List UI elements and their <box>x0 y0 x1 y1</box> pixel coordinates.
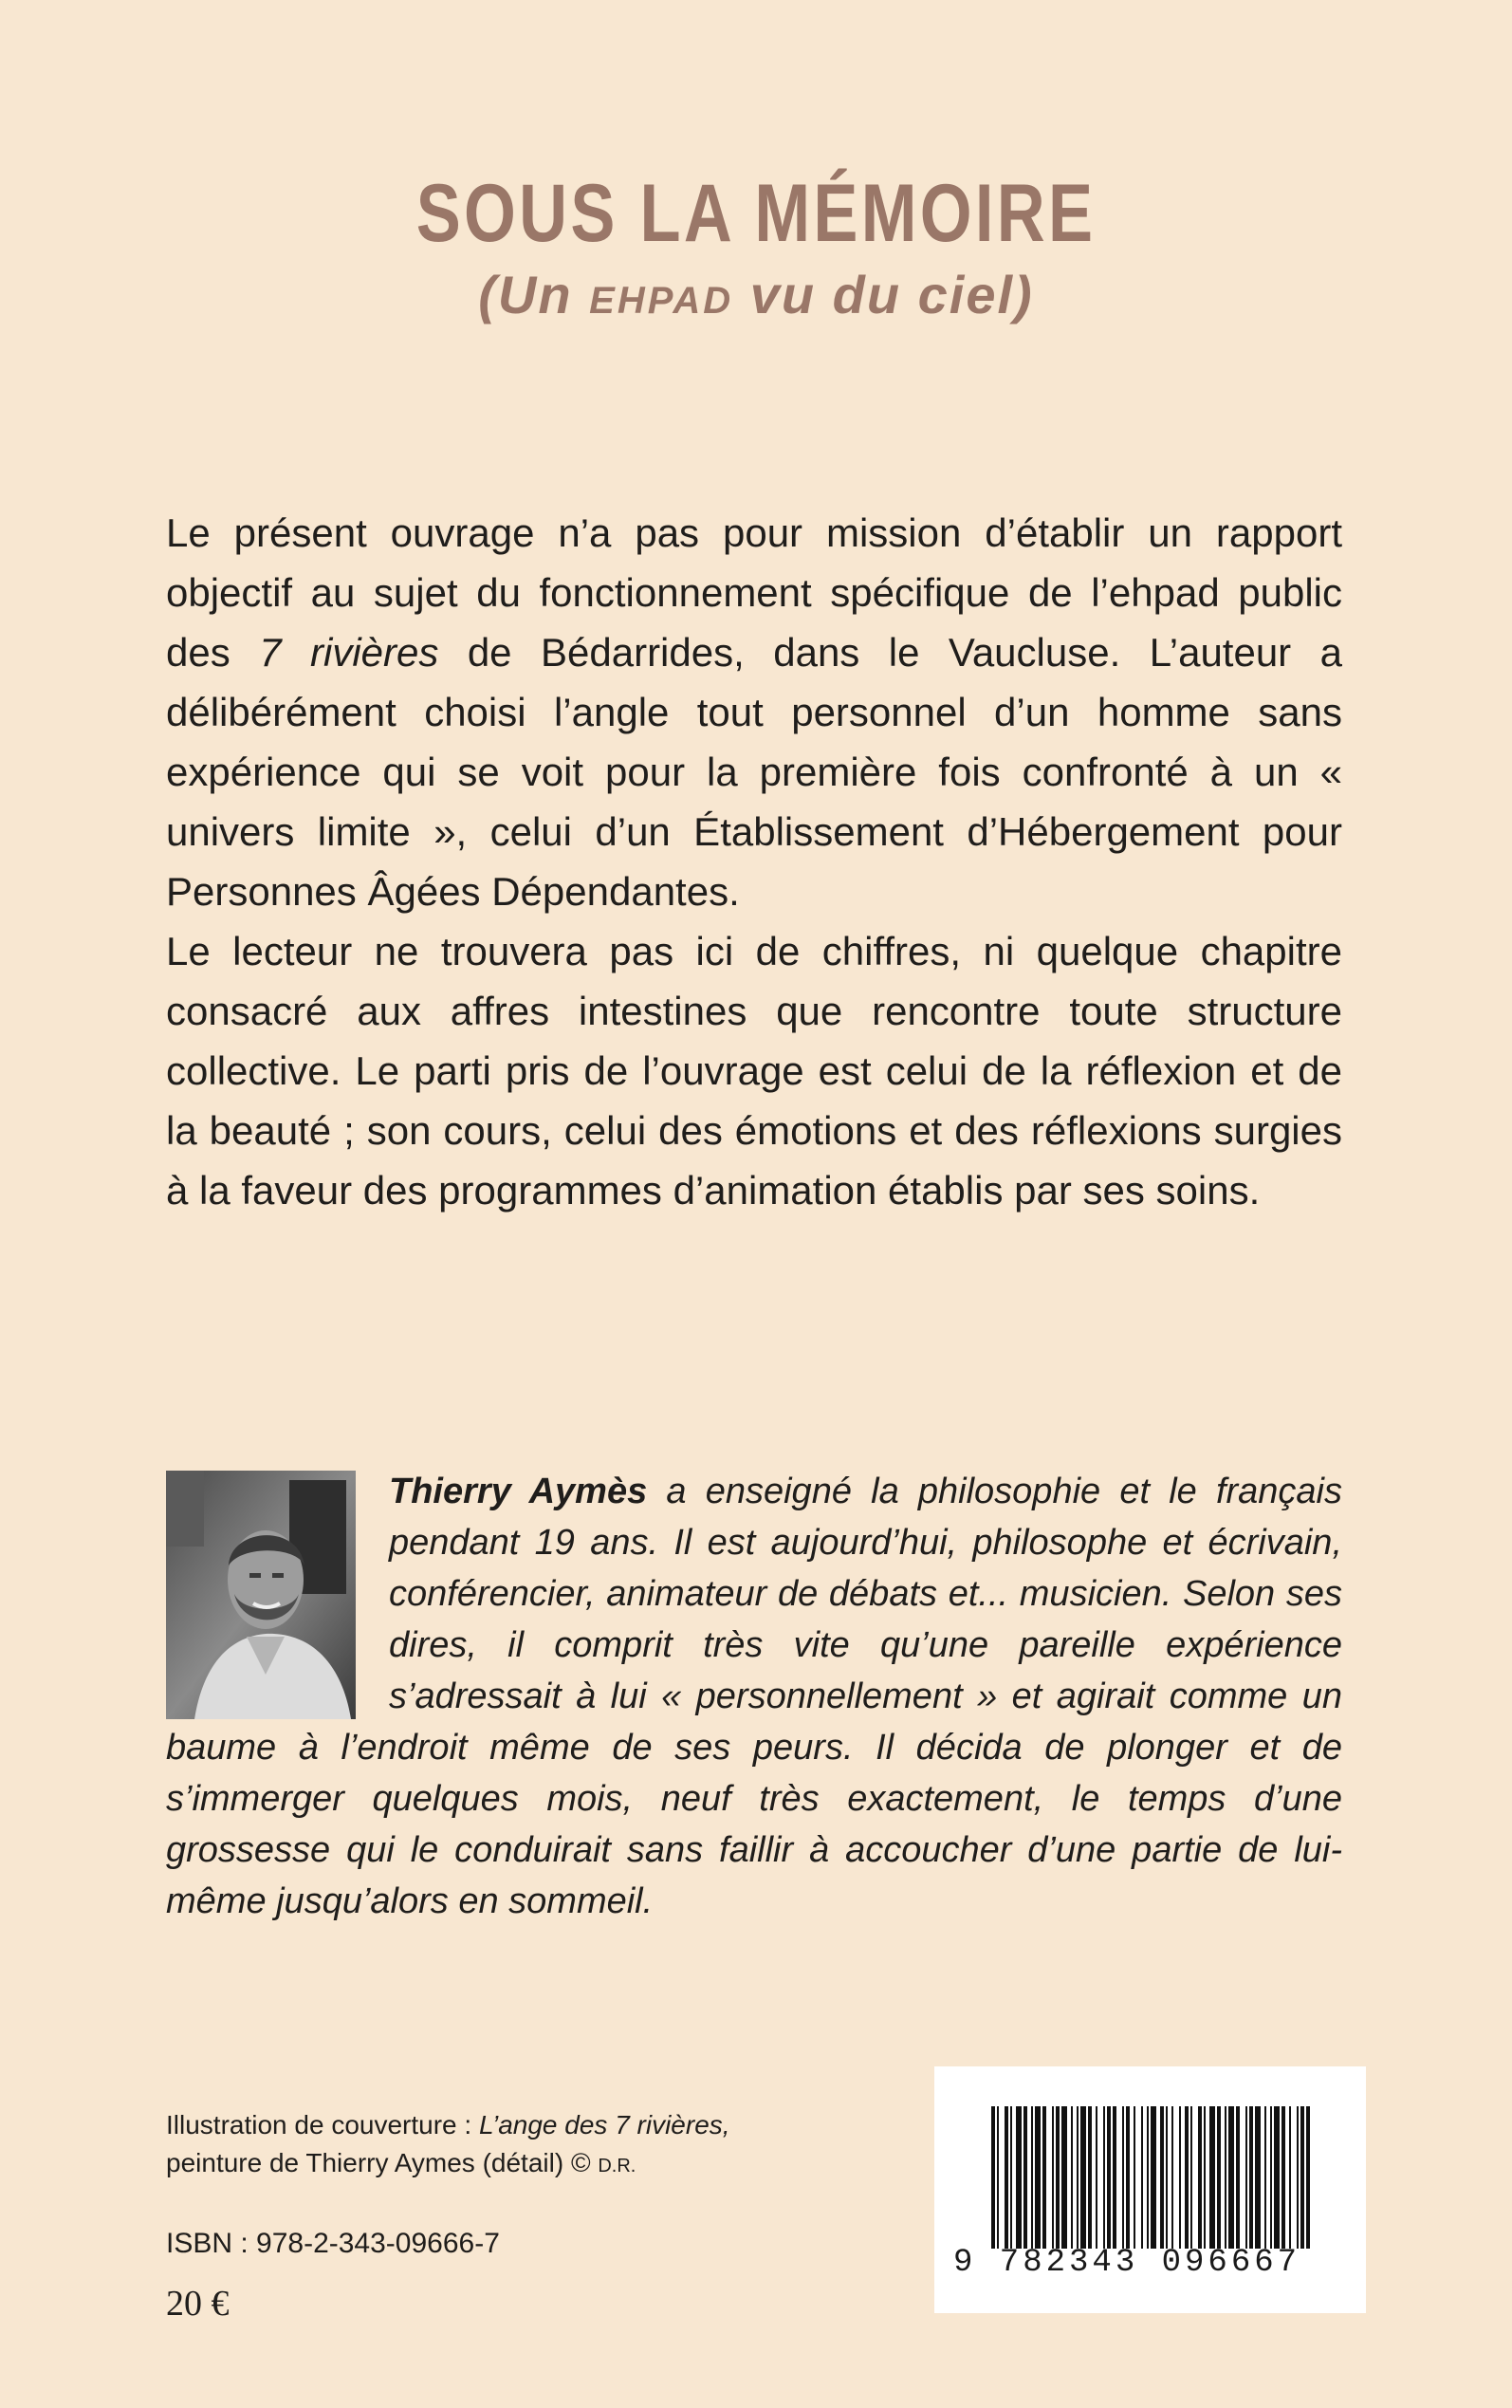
blurb-paragraph-2: Le lecteur ne trouvera pas ici de chiffres, ni quelque chapitre consacré aux affres intestines que rencontre toute structure collective. Le parti pris de l’ouvrage est celui de la réflexion et de la beauté ; son cours, celui des émotions et des réflexions surgies à la faveur des programmes d’animation établis par ses soins. <box>166 929 1342 1213</box>
barcode-bar <box>1245 2106 1247 2249</box>
blurb-p1-emphasis: 7 rivières <box>259 630 439 675</box>
barcode-bar <box>1103 2106 1105 2249</box>
barcode-bar <box>1209 2106 1215 2249</box>
barcode-bar <box>1198 2106 1202 2249</box>
barcode-bar <box>1274 2106 1280 2249</box>
barcode-bar <box>1190 2106 1192 2249</box>
back-cover-blurb <box>166 503 1342 1220</box>
barcode-bar <box>1031 2106 1033 2249</box>
subtitle-ehpad: EHPAD <box>589 280 734 322</box>
barcode-bar <box>1141 2106 1143 2249</box>
barcode-icon <box>991 2106 1314 2249</box>
barcode-bar <box>1289 2106 1291 2249</box>
barcode-bar <box>1255 2106 1261 2249</box>
barcode-bar <box>1122 2106 1124 2249</box>
barcode-bar <box>1160 2106 1164 2249</box>
barcode-bar <box>1306 2106 1310 2249</box>
photo-spacer <box>166 1466 389 1722</box>
price: 20 € <box>166 2284 230 2324</box>
barcode-bar <box>1126 2106 1130 2249</box>
barcode-bar <box>1113 2106 1116 2249</box>
subtitle-close: vu du ciel) <box>733 265 1034 324</box>
blurb-p1-start: Le présent ouvrage n’a pas pour mission d’établir un rapport objectif au sujet du fonctionnement spécifique de l’ehpad public des <box>166 510 1342 675</box>
author-bio-text: a enseigné la philosophie et le français pendant 19 ans. Il est aujourd’hui, philosophe et écrivain, conférencier, animateur de débats et... musicien. Selon ses dires, il comprit très vite qu’une pareille expérience s’adressait à lui « personnellement » et agirait comme un baume à l’endroit même de ses peurs. Il décida de plonger et de s’immerger quelques mois, neuf très exactement, le temps d’une grossesse qui le conduirait sans faillir à accoucher d’une partie de lui-même jusqu’alors en sommeil. <box>166 1472 1342 1921</box>
barcode-bar <box>1264 2106 1266 2249</box>
barcode-bar <box>1052 2106 1054 2249</box>
barcode-bar <box>1023 2106 1027 2249</box>
barcode-bar <box>1179 2106 1181 2249</box>
barcode-bar <box>1228 2106 1234 2249</box>
barcode-bar <box>1236 2106 1240 2249</box>
credit-label: Illustration de couverture : <box>166 2110 479 2139</box>
credit-line-2: peinture de Thierry Aymes (détail) © <box>166 2148 599 2177</box>
barcode-bar <box>1151 2106 1156 2249</box>
blurb-p1-end: de Bédarrides, dans le Vaucluse. L’auteur a délibérément choisi l’angle tout personnel d’un homme sans expérience qui se voit pour la première fois confronté à un « univers limite », celui d’un Établissement d’Hébergement pour Personnes Âgées Dépendantes. <box>166 630 1342 914</box>
blurb-paragraph-1 <box>166 503 1342 921</box>
credit-work-title: L’ange des 7 rivières, <box>478 2110 730 2139</box>
barcode-bar <box>1282 2106 1285 2249</box>
barcode-bar <box>991 2106 995 2249</box>
book-subtitle <box>0 264 1512 325</box>
barcode-bar <box>1016 2106 1022 2249</box>
barcode-bar <box>1061 2106 1067 2249</box>
barcode-bar <box>1217 2106 1221 2249</box>
barcode-bar <box>1204 2106 1206 2249</box>
barcode-bar <box>1071 2106 1073 2249</box>
barcode-bar <box>1005 2106 1008 2249</box>
barcode-bar <box>1042 2106 1046 2249</box>
barcode-bar <box>1096 2106 1097 2249</box>
credit-rights: D.R. <box>598 2156 636 2176</box>
barcode-bar <box>1171 2106 1173 2249</box>
barcode-bar <box>1166 2106 1168 2249</box>
barcode-bar <box>1077 2106 1079 2249</box>
barcode-bar <box>1147 2106 1149 2249</box>
barcode-bar <box>1297 2106 1299 2249</box>
cover-illustration-credit <box>166 2106 830 2185</box>
author-name: Thierry Aymès <box>389 1472 648 1511</box>
barcode-bar <box>1225 2106 1226 2249</box>
barcode-bar <box>1270 2106 1272 2249</box>
author-bio <box>166 1466 1342 1927</box>
barcode-bar <box>1134 2106 1135 2249</box>
barcode-bar <box>1300 2106 1304 2249</box>
barcode-bar <box>1056 2106 1060 2249</box>
barcode-bar <box>1035 2106 1041 2249</box>
isbn: ISBN : 978-2-343-09666-7 <box>166 2228 500 2259</box>
barcode-bar <box>1249 2106 1253 2249</box>
barcode-bar <box>1107 2106 1111 2249</box>
barcode-bar <box>1088 2106 1092 2249</box>
barcode-bar <box>1080 2106 1086 2249</box>
barcode-number: 9 782343 096667 <box>953 2245 1301 2281</box>
book-title: SOUS LA MÉMOIRE <box>415 168 1097 259</box>
barcode-panel <box>934 2066 1366 2313</box>
barcode-bar <box>1010 2106 1012 2249</box>
barcode-bar <box>997 2106 999 2249</box>
subtitle-open: (Un <box>478 265 590 324</box>
barcode-bar <box>1185 2106 1189 2249</box>
